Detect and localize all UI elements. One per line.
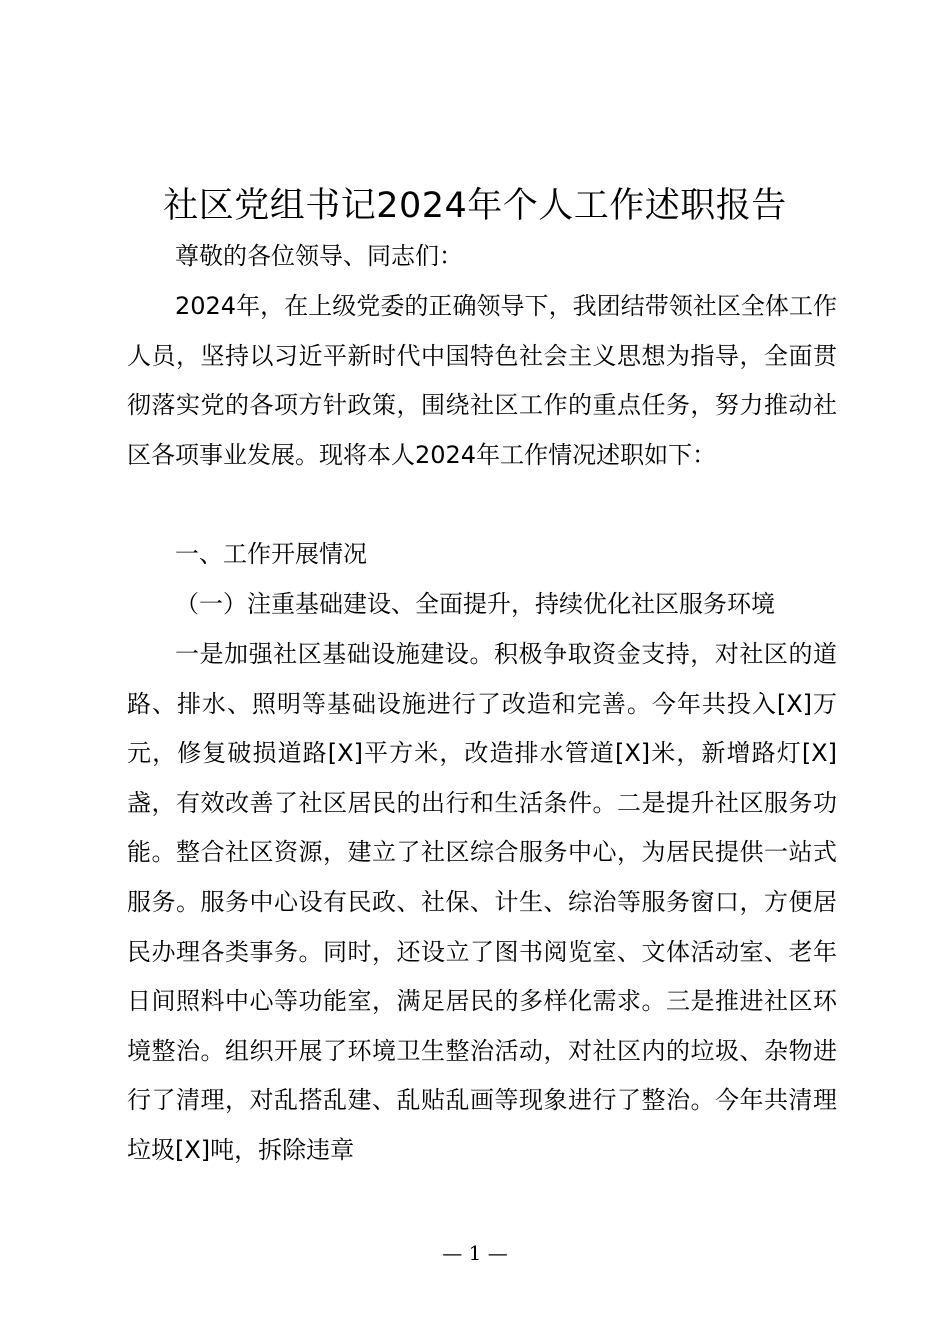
intro-paragraph: 2024年，在上级党委的正确领导下，我团结带领社区全体工作人员，坚持以习近平新时代中国特色社会主义思想为指导，全面贯彻落实党的各项方针政策，围绕社区工作的重点任务，努力推动社区各项事业发展。现将本人2024年工作情况述职如下：	[127, 292, 837, 469]
body-paragraph: 一是加强社区基础设施建设。积极争取资金支持，对社区的道路、排水、照明等基础设施进行了改造和完善。今年共投入[X]万元，修复破损道路[X]平方米，改造排水管道[X]米，新增路灯[X]盏，有效改善了社区居民的出行和生活条件。二是提升社区服务功能。整合社区资源，建立了社区综合服务中心，为居民提供一站式服务。服务中心设有民政、社保、计生、综治等服务窗口，方便居民办理各类事务。同时，还设立了图书阅览室、文体活动室、老年日间照料中心等功能室，满足居民的多样化需求。三是推进社区环境整治。组织开展了环境卫生整治活动，对社区内的垃圾、杂物进行了清理，对乱搭乱建、乱贴乱画等现象进行了整治。今年共清理垃圾[X]吨，拆除违章	[127, 640, 837, 1164]
page-number: — 1 —	[442, 1241, 508, 1265]
subsection-heading: （一）注重基础建设、全面提升，持续优化社区服务环境	[175, 590, 775, 618]
section-heading: 一、工作开展情况	[175, 540, 367, 568]
salutation: 尊敬的各位领导、同志们：	[175, 242, 463, 270]
document-title: 社区党组书记2024年个人工作述职报告	[163, 186, 787, 226]
